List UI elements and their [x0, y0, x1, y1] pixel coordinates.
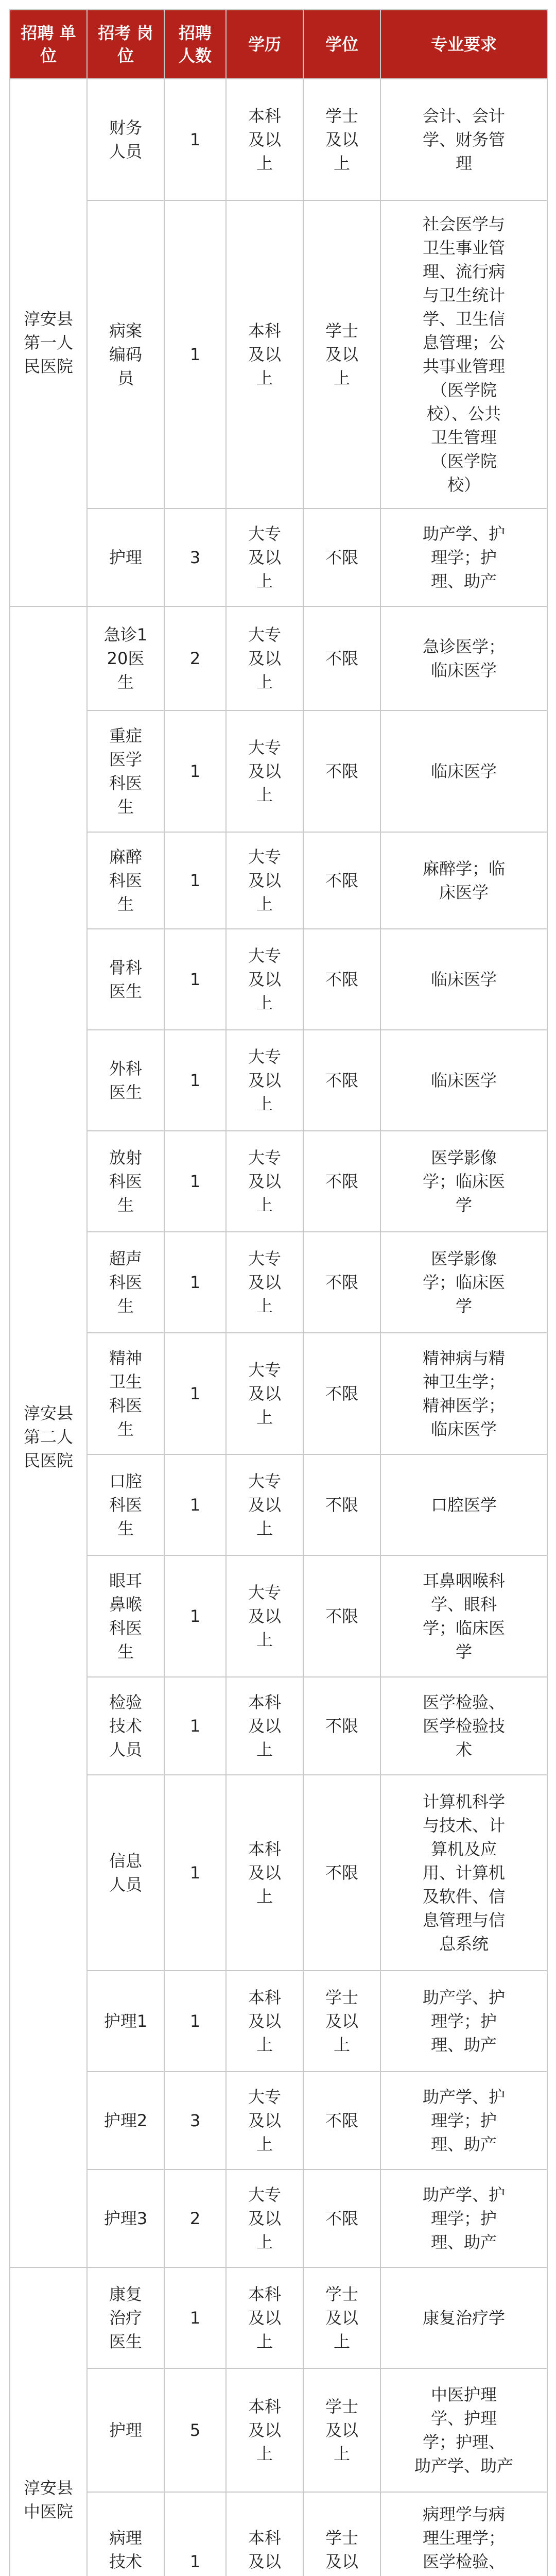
table-row: [10, 2267, 547, 2368]
degree-cell: 不限: [303, 929, 380, 1030]
degree-cell: 学士 及以: [303, 2492, 380, 2576]
education-cell: 本科 及以 上: [226, 79, 303, 200]
position-cell: 眼耳 鼻喉 科医 生: [87, 1555, 164, 1677]
education-cell: 大专 及以 上: [226, 1131, 303, 1232]
requirement-cell: 精神病与精 神卫生学； 精神医学； 临床医学: [380, 1333, 547, 1454]
position-cell: 外科 医生: [87, 1030, 164, 1131]
table-row: [10, 1454, 547, 1555]
count-cell: 2: [164, 2170, 226, 2267]
table-row: [10, 710, 547, 832]
degree-cell: 学士 及以 上: [303, 79, 380, 200]
table-row: [10, 200, 547, 509]
requirement-cell: 临床医学: [380, 1030, 547, 1131]
table-row: [10, 509, 547, 606]
requirement-cell: 康复治疗学: [380, 2267, 547, 2368]
count-cell: 1: [164, 1677, 226, 1775]
position-cell: 护理: [87, 509, 164, 606]
requirement-cell: 医学影像 学；临床医 学: [380, 1131, 547, 1232]
requirement-cell: 急诊医学； 临床医学: [380, 606, 547, 710]
table-row: [10, 832, 547, 929]
education-cell: 大专 及以 上: [226, 509, 303, 606]
count-cell: 1: [164, 1333, 226, 1454]
education-cell: 本科 及以 上: [226, 2267, 303, 2368]
unit-cell: 淳安县 中医院: [10, 2267, 87, 2576]
education-cell: 大专 及以 上: [226, 1232, 303, 1333]
position-cell: 超声 科医 生: [87, 1232, 164, 1333]
degree-cell: 不限: [303, 1333, 380, 1454]
count-cell: 1: [164, 832, 226, 929]
table-row: [10, 606, 547, 710]
header-requirement: 专业要求: [380, 10, 547, 79]
education-cell: 大专 及以 上: [226, 2072, 303, 2170]
header-education: 学历: [226, 10, 303, 79]
requirement-cell: 社会医学与 卫生事业管 理、流行病 与卫生统计 学、卫生信 息管理；公 共事业管理 （医学院 校）、公共 卫生管理 （医学院 校）: [380, 200, 547, 509]
degree-cell: 不限: [303, 1030, 380, 1131]
position-cell: 护理2: [87, 2072, 164, 2170]
position-cell: 重症 医学 科医 生: [87, 710, 164, 832]
table-row: [10, 2368, 547, 2492]
count-cell: 1: [164, 1971, 226, 2072]
requirement-cell: 会计、会计 学、财务管 理: [380, 79, 547, 200]
position-cell: 检验 技术 人员: [87, 1677, 164, 1775]
count-cell: 2: [164, 606, 226, 710]
education-cell: 大专 及以 上: [226, 606, 303, 710]
header-degree: 学位: [303, 10, 380, 79]
degree-cell: 不限: [303, 2170, 380, 2267]
requirement-cell: 助产学、护 理学；护 理、助产: [380, 1971, 547, 2072]
table-row: [10, 1971, 547, 2072]
education-cell: 本科 及以 上: [226, 2368, 303, 2492]
table-row: [10, 1030, 547, 1131]
degree-cell: 学士 及以 上: [303, 2368, 380, 2492]
table-row: [10, 79, 547, 200]
position-cell: 麻醉 科医 生: [87, 832, 164, 929]
requirement-cell: 医学检验、 医学检验技 术: [380, 1677, 547, 1775]
education-cell: 本科 及以 上: [226, 1677, 303, 1775]
header-position: 招考 岗位: [87, 10, 164, 79]
degree-cell: 不限: [303, 509, 380, 606]
count-cell: 1: [164, 1131, 226, 1232]
position-cell: 病理 技术: [87, 2492, 164, 2576]
unit-cell: 淳安县 第一人 民医院: [10, 79, 87, 606]
education-cell: 大专 及以 上: [226, 929, 303, 1030]
position-cell: 口腔 科医 生: [87, 1454, 164, 1555]
education-cell: 大专 及以 上: [226, 710, 303, 832]
requirement-cell: 计算机科学 与技术、计 算机及应 用、计算机 及软件、信 息管理与信 息系统: [380, 1775, 547, 1971]
position-cell: 护理: [87, 2368, 164, 2492]
table-row: [10, 1333, 547, 1454]
position-cell: 护理1: [87, 1971, 164, 2072]
position-cell: 病案 编码 员: [87, 200, 164, 509]
requirement-cell: 中医护理 学、护理 学；护理、 助产学、助产: [380, 2368, 547, 2492]
table-row: [10, 1775, 547, 1971]
count-cell: 1: [164, 1775, 226, 1971]
requirement-cell: 助产学、护 理学；护 理、助产: [380, 2170, 547, 2267]
education-cell: 本科 及以 上: [226, 200, 303, 509]
requirement-cell: 医学影像 学；临床医 学: [380, 1232, 547, 1333]
degree-cell: 学士 及以 上: [303, 2267, 380, 2368]
table-row: [10, 1555, 547, 1677]
header-unit: 招聘 单位: [10, 10, 87, 79]
position-cell: 护理3: [87, 2170, 164, 2267]
degree-cell: 不限: [303, 1232, 380, 1333]
education-cell: 本科 及以: [226, 2492, 303, 2576]
table-row: [10, 1677, 547, 1775]
table-row: [10, 1232, 547, 1333]
education-cell: 大专 及以 上: [226, 1555, 303, 1677]
requirement-cell: 口腔医学: [380, 1454, 547, 1555]
degree-cell: 不限: [303, 1555, 380, 1677]
degree-cell: 不限: [303, 1454, 380, 1555]
unit-cell: 淳安县 第二人 民医院: [10, 606, 87, 2267]
count-cell: 3: [164, 509, 226, 606]
education-cell: 大专 及以 上: [226, 832, 303, 929]
count-cell: 3: [164, 2072, 226, 2170]
table-row: [10, 1131, 547, 1232]
degree-cell: 学士 及以 上: [303, 1971, 380, 2072]
position-cell: 放射 科医 生: [87, 1131, 164, 1232]
education-cell: 大专 及以 上: [226, 2170, 303, 2267]
count-cell: 1: [164, 710, 226, 832]
requirement-cell: 耳鼻咽喉科 学、眼科 学；临床医 学: [380, 1555, 547, 1677]
degree-cell: 不限: [303, 710, 380, 832]
education-cell: 大专 及以 上: [226, 1030, 303, 1131]
position-cell: 财务 人员: [87, 79, 164, 200]
degree-cell: 不限: [303, 832, 380, 929]
count-cell: 1: [164, 1555, 226, 1677]
header-row: [10, 10, 547, 79]
count-cell: 1: [164, 1454, 226, 1555]
requirement-cell: 临床医学: [380, 710, 547, 832]
table-row: [10, 2170, 547, 2267]
count-cell: 1: [164, 1232, 226, 1333]
table-row: [10, 929, 547, 1030]
requirement-cell: 助产学、护 理学；护 理、助产: [380, 509, 547, 606]
count-cell: 5: [164, 2368, 226, 2492]
position-cell: 精神 卫生 科医 生: [87, 1333, 164, 1454]
degree-cell: 学士 及以 上: [303, 200, 380, 509]
count-cell: 1: [164, 1030, 226, 1131]
degree-cell: 不限: [303, 1131, 380, 1232]
degree-cell: 不限: [303, 606, 380, 710]
recruitment-table: [9, 9, 548, 2576]
position-cell: 急诊1 20医 生: [87, 606, 164, 710]
count-cell: 1: [164, 2267, 226, 2368]
position-cell: 信息 人员: [87, 1775, 164, 1971]
education-cell: 大专 及以 上: [226, 1333, 303, 1454]
header-count: 招聘 人数: [164, 10, 226, 79]
table-body: [10, 79, 547, 2576]
count-cell: 1: [164, 2492, 226, 2576]
table-row: [10, 2072, 547, 2170]
table-row: [10, 2492, 547, 2576]
position-cell: 骨科 医生: [87, 929, 164, 1030]
count-cell: 1: [164, 79, 226, 200]
education-cell: 大专 及以 上: [226, 1454, 303, 1555]
education-cell: 本科 及以 上: [226, 1971, 303, 2072]
degree-cell: 不限: [303, 1677, 380, 1775]
education-cell: 本科 及以 上: [226, 1775, 303, 1971]
requirement-cell: 临床医学: [380, 929, 547, 1030]
degree-cell: 不限: [303, 1775, 380, 1971]
count-cell: 1: [164, 929, 226, 1030]
count-cell: 1: [164, 200, 226, 509]
requirement-cell: 麻醉学；临 床医学: [380, 832, 547, 929]
degree-cell: 不限: [303, 2072, 380, 2170]
requirement-cell: 助产学、护 理学；护 理、助产: [380, 2072, 547, 2170]
requirement-cell: 病理学与病 理生理学； 医学检验、: [380, 2492, 547, 2576]
position-cell: 康复 治疗 医生: [87, 2267, 164, 2368]
